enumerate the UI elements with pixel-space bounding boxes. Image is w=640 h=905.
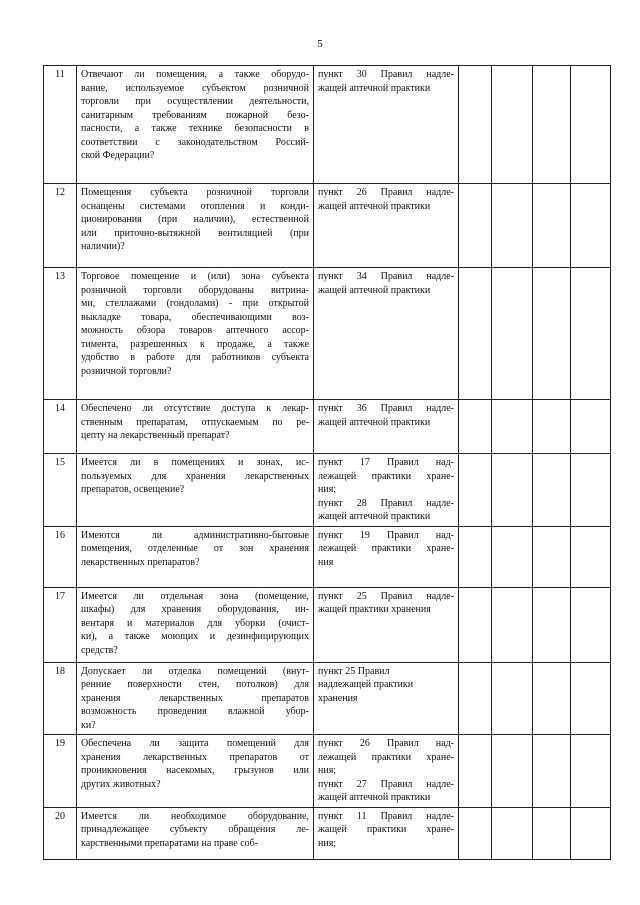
reference-line: пункт 19 Правил над- [318,529,454,541]
question-line: ской Федерации? [81,150,155,161]
row-number: 20 [44,807,77,859]
question-line: ки), а также моющих и дезинфицирующих [81,631,309,642]
row-number: 14 [44,400,77,454]
question-line: ренние поверхности стен, потолков) для [81,679,309,690]
question-line: Имеется ли необходимое оборудование, [81,810,309,822]
reference-line: пункт 25 Правил [318,665,390,677]
answer-cell [492,66,533,184]
row-number: 15 [44,454,77,527]
reference-line: ния; [318,837,337,849]
question-cell [77,526,314,587]
table-row [44,735,611,808]
reference-cell [314,735,459,808]
reference-line: пункт 26 Правил надле- [318,187,454,198]
reference-line: жащей аптечной практики [318,82,431,94]
answer-cell [459,807,492,859]
answer-cell [492,184,533,268]
row-number: 11 [44,66,77,184]
answer-cell [571,735,611,808]
question-line: торговли при осуществлении деятельности, [81,96,309,107]
page-number: 5 [317,38,323,50]
answer-cell [571,268,611,400]
question-line: удобство в работе для работников субъекта [81,352,309,363]
question-line: шкафы) для хранения оборудования, ин- [81,604,309,615]
reference-line: ния; [318,484,337,495]
question-cell [77,268,314,400]
question-line: вентаря и материалов для уборки (очист- [81,617,309,629]
question-line: оснащены системами отопления и конди- [81,200,309,212]
answer-cell [492,735,533,808]
question-cell [77,807,314,859]
reference-line: жащей практики хранения [318,604,431,615]
table-row [44,400,611,454]
question-line: Имеется ли в помещениях и зонах, ис- [81,457,309,468]
table-row [44,66,611,184]
question-line: хранения лекарственных препаратов [81,692,309,704]
question-line: соответствии с законодательством Россий- [81,136,309,148]
question-line: Имеется ли отдельная зона (помещение, [81,590,309,602]
answer-cell [571,454,611,527]
answer-cell [492,454,533,527]
question-line: санитарным требованиям пожарной безо- [81,109,309,121]
reference-line: пункт 11 Правил надле- [318,810,454,822]
answer-cell [459,184,492,268]
reference-line: жащей аптечной практики [318,511,431,522]
answer-cell [492,268,533,400]
reference-line: пункт 27 Правил надле- [318,778,454,790]
question-line: препаратов, освещение? [81,484,185,495]
question-line: средств? [81,644,118,656]
reference-line: пункт 36 Правил надле- [318,403,454,414]
answer-cell [459,268,492,400]
question-cell [77,184,314,268]
reference-line: лежащей практики хране- [318,751,454,763]
question-cell [77,587,314,662]
row-number: 13 [44,268,77,400]
question-line: Обеспечено ли отсутствие доступа к лекар- [81,403,309,414]
reference-line: жащей аптечной практики [318,416,431,428]
answer-cell [492,807,533,859]
reference-cell [314,66,459,184]
question-cell [77,662,314,735]
reference-line: пункт 28 Правил надле- [318,497,454,509]
answer-cell [492,400,533,454]
answer-cell [571,662,611,735]
reference-cell [314,662,459,735]
question-cell [77,735,314,808]
question-line: Отвечают ли помещения, а также оборудо- [81,69,309,80]
reference-cell [314,454,459,527]
checklist-table [43,65,611,860]
question-line: карственными препаратами на праве соб- [81,837,259,849]
answer-cell [571,400,611,454]
answer-cell [459,454,492,527]
question-line: принадлежащее субъекту обращения ле- [81,824,309,835]
row-number: 17 [44,587,77,662]
answer-cell [492,662,533,735]
reference-cell [314,184,459,268]
answer-cell [459,400,492,454]
question-line: ственным препаратам, отпускаемым по ре- [81,416,309,428]
question-line: хранения лекарственных препаратов от [81,751,309,763]
reference-line: ния [318,556,334,568]
question-line: розничной торговли? [81,365,172,377]
answer-cell [571,587,611,662]
answer-cell [533,268,571,400]
answer-cell [533,184,571,268]
reference-line: жащей аптечной практики [318,200,431,212]
answer-cell [533,587,571,662]
question-cell [77,454,314,527]
question-line: помещения, отделенные от зон хранения [81,543,309,554]
table-row [44,662,611,735]
reference-cell [314,587,459,662]
question-line: или приточно-вытяжной вентиляцией (при [81,227,309,239]
table-row [44,587,611,662]
reference-cell [314,526,459,587]
question-line: пользуемых для хранения лекарственных [81,470,309,482]
question-line: Допускает ли отделка помещений (внут- [81,665,309,677]
reference-line: надлежащей практики [318,679,414,690]
answer-cell [492,526,533,587]
answer-cell [533,526,571,587]
question-line: розничной торговли оборудованы витрина- [81,284,309,296]
question-line: можность обзора товаров аптечного ассор- [81,325,309,336]
question-line: Обеспечена ли защита помещений для [81,738,309,749]
answer-cell [533,66,571,184]
question-line: вание, используемое субъектом розничной [81,82,309,94]
answer-cell [571,184,611,268]
table-row [44,268,611,400]
reference-line: жащей аптечной практики [318,792,431,803]
answer-cell [571,66,611,184]
answer-cell [459,587,492,662]
table-row [44,454,611,527]
question-line: возможность проведения влажной убор- [81,706,309,717]
answer-cell [533,454,571,527]
reference-line: пункт 34 Правил надле- [318,271,454,282]
question-line: проникновения насекомых, грызунов или [81,765,309,776]
question-cell [77,66,314,184]
answer-cell [533,735,571,808]
reference-line: лежащей практики хране- [318,543,454,554]
answer-cell [459,526,492,587]
reference-line: пункт 30 Правил надле- [318,69,454,80]
question-line: ки? [81,719,96,731]
reference-cell [314,268,459,400]
question-line: пасности, а также технике безопасности в [81,123,309,134]
row-number: 19 [44,735,77,808]
reference-line: ния; [318,765,337,776]
reference-line: лежащей практики хране- [318,470,454,482]
question-line: выкладке товара, обеспечивающими воз- [81,311,309,323]
row-number: 12 [44,184,77,268]
answer-cell [533,807,571,859]
table-row [44,807,611,859]
reference-line: пункт 25 Правил надле- [318,590,454,602]
reference-line: пункт 17 Правил над- [318,457,454,468]
question-line: наличии)? [81,241,125,252]
answer-cell [571,526,611,587]
reference-line: жащей практики хране- [318,824,454,835]
question-line: ционирования (при наличии), естественной [81,214,309,225]
question-line: Торговое помещение и (или) зона субъекта [81,271,309,282]
question-line: лекарственных препаратов? [81,556,200,568]
question-line: цепту на лекарственный препарат? [81,430,230,441]
table-row [44,184,611,268]
table-row [44,526,611,587]
question-line: ми, стеллажами (гондолами) - при открытой [81,298,309,309]
answer-cell [533,662,571,735]
question-line: Помещения субъекта розничной торговли [81,187,309,198]
reference-line: хранения [318,692,358,704]
reference-line: жащей аптечной практики [318,284,431,296]
answer-cell [571,807,611,859]
question-cell [77,400,314,454]
answer-cell [492,587,533,662]
row-number: 16 [44,526,77,587]
answer-cell [459,66,492,184]
answer-cell [533,400,571,454]
reference-cell [314,807,459,859]
answer-cell [459,735,492,808]
question-line: Имеются ли административно-бытовые [81,529,309,541]
question-line: тимента, разрешенных к продаже, а также [81,338,309,350]
question-line: других животных? [81,778,161,790]
reference-cell [314,400,459,454]
row-number: 18 [44,662,77,735]
answer-cell [459,662,492,735]
reference-line: пункт 26 Правил над- [318,738,454,749]
